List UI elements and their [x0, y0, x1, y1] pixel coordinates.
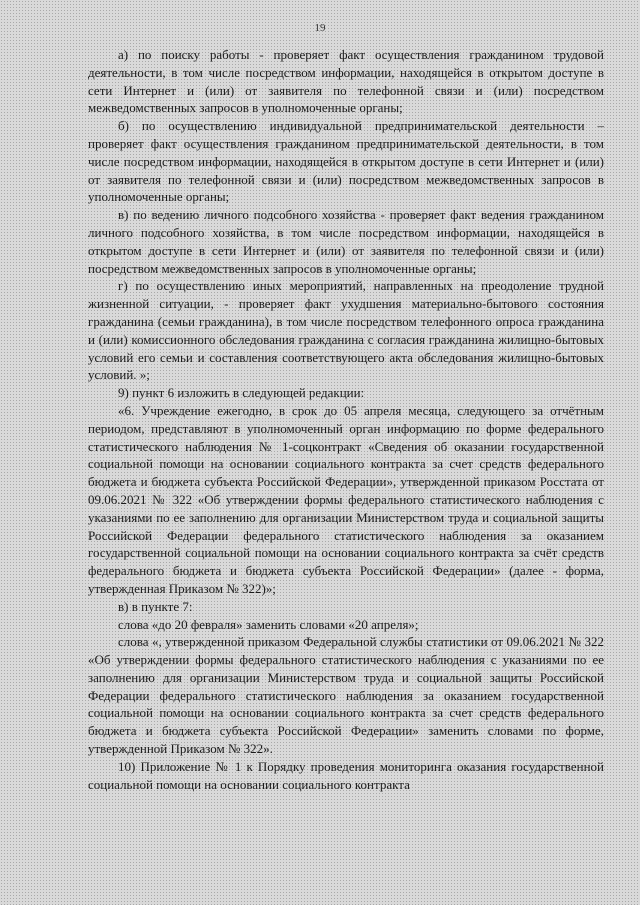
- paragraph-item-10: 10) Приложение № 1 к Порядку проведения мониторинга оказания государственной социальной помощи на основании социального контракта: [88, 758, 604, 792]
- paragraph-item-9: 9) пункт 6 изложить в следующей редакции:: [118, 385, 365, 401]
- paragraph-replace-order: слова «, утвержденной приказом Федеральной службы статистики от 09.06.2021 № 322 «Об утверждении формы федерального статистического наблюдения с указаниями по ее заполнению для организации Министерством труда и социальной защиты Российской Федерации федерального статистического наблюдения за оказанием государственной социальной помощи на основании социального контракта за счет средств федерального бюджета и бюджета субъекта Российской Федерации» заменить словами по форме, утвержденной Приказом № 322».: [88, 634, 604, 757]
- paragraph-b-entrepreneurship: б) по осуществлению индивидуальной предпринимательской деятельности – проверяет факт осуществления гражданином предпринимательской деятельности, в том числе посредством информации, находящейся в открытом доступе в сети Интернет и (или) от заявителя по телефонной связи и (или) посредством межведомственных запросов в уполномоченные органы;: [88, 118, 604, 205]
- document-body: [88, 46, 604, 793]
- paragraph-item-v: в) в пункте 7:: [118, 598, 193, 614]
- paragraph-c-household: в) по ведению личного подсобного хозяйства - проверяет факт ведения гражданином личного подсобного хозяйства, в том числе посредством информации, находящейся в открытом доступе в сети Интернет и (или) от заявителя по телефонной связи и (или) посредством межведомственных запросов в уполномоченные органы;: [88, 207, 604, 276]
- paragraph-d-other-measures: г) по осуществлению иных мероприятий, направленных на преодоление трудной жизненной ситуации, - проверяет факт ухудшения материально-бытового состояния гражданина (семьи гражданина), в том числе посредством телефонного опроса гражданина и (или) комиссионного обследования гражданина с согласия гражданина жилищно-бытовых условий его семьи и составления соответствующего акта обследования жилищно-бытовых условий. »;: [88, 278, 604, 383]
- paragraph-replace-date: слова «до 20 февраля» заменить словами «20 апреля»;: [118, 616, 419, 632]
- paragraph-clause-6: «6. Учреждение ежегодно, в срок до 05 апреля месяца, следующего за отчётным периодом, представляют в уполномоченный орган информацию по форме федерального статистического наблюдения № 1-соцконтракт «Сведения об оказании государственной социальной помощи на основании социального контракта за счет средств федерального бюджета и бюджета субъекта Российской Федерации», утвержденной приказом Росстата от 09.06.2021 № 322 «Об утверждении формы федерального статистического наблюдения с указаниями по ее заполнению для организации Министерством труда и социальной защиты Российской Федерации федерального статистического наблюдения за оказанием государственной социальной помощи на основании социального контракта за счёт средств федерального бюджета и бюджета субъекта Российской Федерации» (далее - форма, утвержденная Приказом № 322)»;: [88, 402, 604, 596]
- paragraph-a-job-search: а) по поиску работы - проверяет факт осуществления гражданином трудовой деятельности, в том числе посредством информации, находящейся в открытом доступе в сети Интернет и (или) от заявителя по телефонной связи и (или) посредством межведомственных запросов в уполномоченные органы;: [88, 47, 604, 116]
- page-number: 19: [314, 22, 326, 34]
